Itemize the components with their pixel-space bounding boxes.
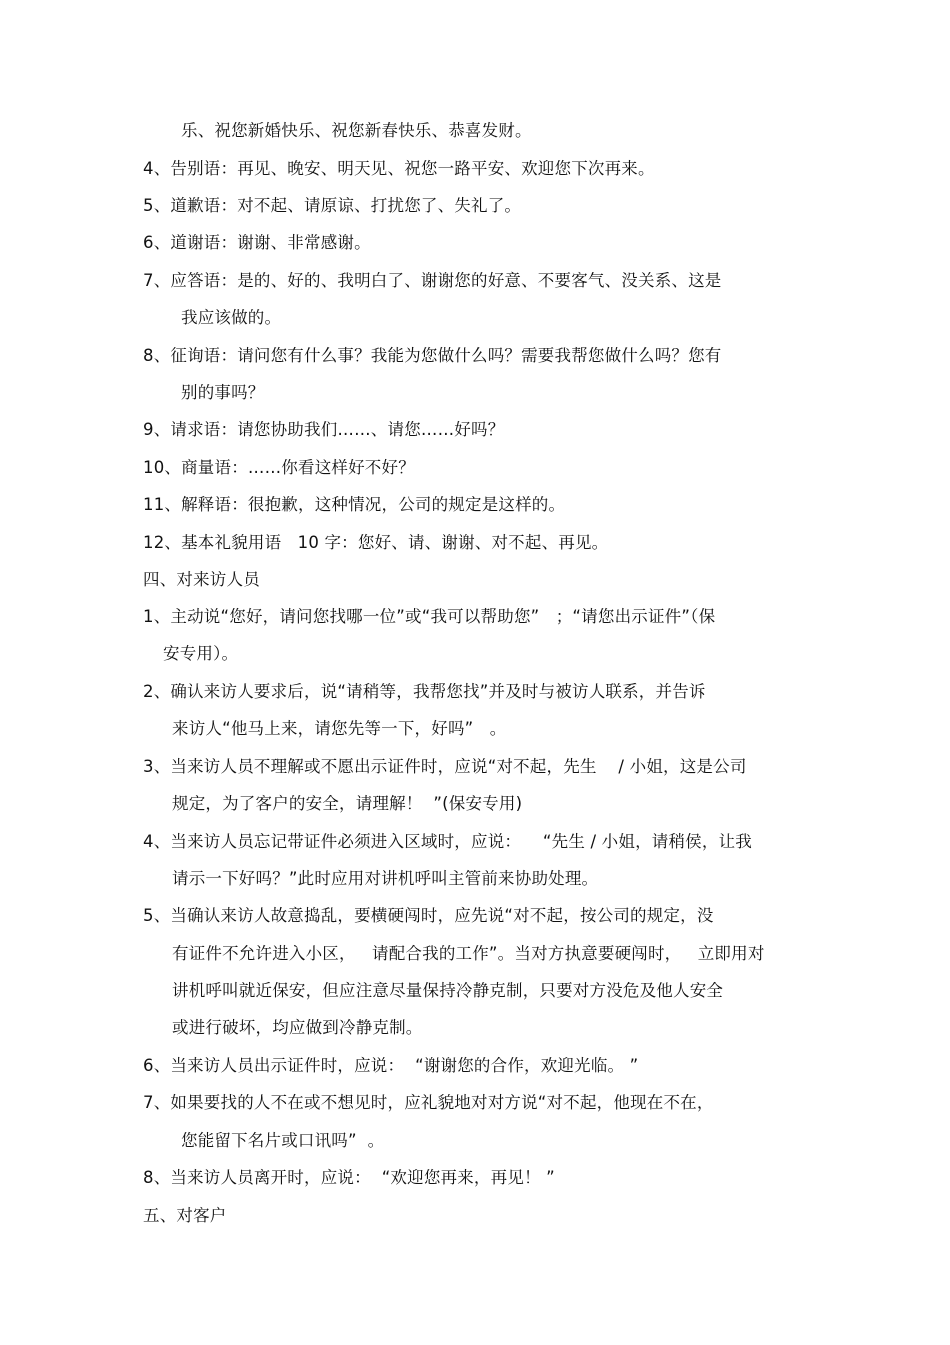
text-line: 安专用）。	[163, 644, 239, 663]
section-heading: 四、对来访人员	[143, 570, 260, 589]
text-line: 7、如果要找的人不在或不想见时，应礼貌地对对方说“对不起，他现在不在，	[143, 1093, 714, 1112]
text-line: 5、当确认来访人故意捣乱，要横硬闯时，应先说“对不起，按公司的规定，没	[143, 906, 714, 925]
text-line: 来访人“他马上来，请您先等一下，好吗” 。	[172, 719, 507, 738]
text-line: 4、告别语：再见、晚安、明天见、祝您一路平安、欢迎您下次再来。	[143, 159, 655, 178]
text-line: 别的事吗？	[181, 383, 265, 402]
text-line: 8、征询语：请问您有什么事？我能为您做什么吗？需要我帮您做什么吗？您有	[143, 346, 722, 365]
text-line: 讲机呼叫就近保安，但应注意尽量保持冷静克制，只要对方没危及他人安全	[172, 981, 724, 1000]
text-line: 2、确认来访人要求后，说“请稍等，我帮您找”并及时与被访人联系，并告诉	[143, 682, 706, 701]
text-line: 或进行破坏，均应做到冷静克制。	[172, 1018, 423, 1037]
text-line: 有证件不允许进入小区， 请配合我的工作”。当对方执意要硬闯时， 立即用对	[172, 944, 765, 963]
text-line: 8、当来访人员离开时，应说： “欢迎您再来，再见！ ”	[143, 1168, 555, 1187]
section-heading: 五、对客户	[143, 1206, 227, 1225]
text-line: 我应该做的。	[181, 308, 282, 327]
text-line: 1、主动说“您好，请问您找哪一位”或“我可以帮助您” ；“请您出示证件”（保	[143, 607, 716, 626]
text-line: 4、当来访人员忘记带证件必须进入区域时，应说： “先生 / 小姐，请稍侯，让我	[143, 832, 752, 851]
text-line: 规定，为了客户的安全，请理解！ ”(保安专用)	[172, 794, 523, 813]
text-line: 您能留下名片或口讯吗” 。	[181, 1131, 385, 1150]
text-line: 请示一下好吗？”此时应用对讲机呼叫主管前来协助处理。	[172, 869, 599, 888]
text-line: 乐、祝您新婚快乐、祝您新春快乐、恭喜发财。	[181, 121, 532, 140]
text-line: 3、当来访人员不理解或不愿出示证件时，应说“对不起，先生 / 小姐，这是公司	[143, 757, 747, 776]
text-line: 12、基本礼貌用语 10 字：您好、请、谢谢、对不起、再见。	[143, 533, 609, 552]
text-line: 10、商量语：……你看这样好不好？	[143, 458, 415, 477]
text-line: 5、道歉语：对不起、请原谅、打扰您了、失礼了。	[143, 196, 522, 215]
text-line: 6、道谢语：谢谢、非常感谢。	[143, 233, 371, 252]
text-line: 7、应答语：是的、好的、我明白了、谢谢您的好意、不要客气、没关系、这是	[143, 271, 722, 290]
text-line: 11、解释语：很抱歉，这种情况，公司的规定是这样的。	[143, 495, 566, 514]
text-line: 6、当来访人员出示证件时，应说： “谢谢您的合作，欢迎光临。 ”	[143, 1056, 639, 1075]
text-line: 9、请求语：请您协助我们……、请您……好吗？	[143, 420, 505, 439]
